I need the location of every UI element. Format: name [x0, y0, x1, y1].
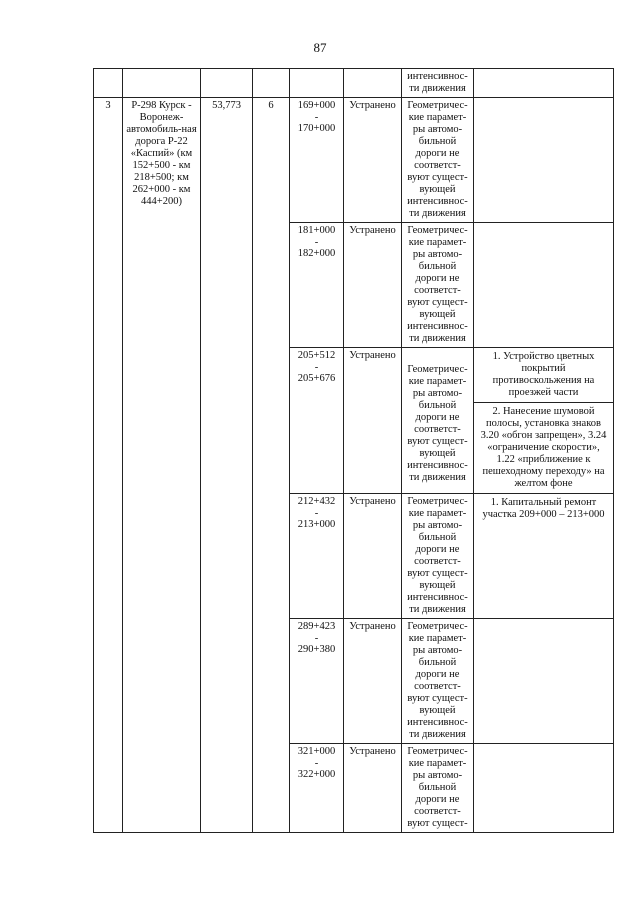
page-number: 87 [313, 40, 327, 55]
status-text: Устранено [349, 496, 396, 507]
status-cell [344, 223, 402, 348]
km-separator: - [314, 112, 319, 123]
geometry-cell [402, 348, 474, 494]
measure-cell-empty [474, 744, 614, 833]
status-cell [344, 348, 402, 494]
geometry-cell [402, 98, 474, 223]
geometry-text: Геометричес-кие парамет-ры автомо-бильной дороги не соответст-вуют сущест-вующей интенсивнос-ти движения [407, 496, 468, 615]
road-length: 53,773 [212, 100, 241, 111]
row-number-cell [94, 98, 123, 833]
row-number: 3 [105, 100, 111, 111]
geometry-text: Геометричес-кие парамет-ры автомо-бильной дороги не соответст-вуют сущест-вующей интенсивнос-ти движения [407, 100, 468, 219]
measure-text: 1. Капитальный ремонт участка 209+000 – 213+000 [482, 497, 605, 520]
status-text: Устранено [349, 350, 396, 361]
status-cell [344, 494, 402, 619]
km-to: 182+000 [297, 248, 336, 259]
km-range-cell [290, 98, 344, 223]
km-from: 212+432 [297, 496, 336, 507]
km-separator: - [314, 237, 319, 248]
status-cell [344, 619, 402, 744]
km-range-cell [290, 348, 344, 494]
km-to: 205+676 [297, 373, 336, 384]
status-text: Устранено [349, 746, 396, 757]
status-text: Устранено [349, 225, 396, 236]
measure-text: 2. Нанесение шумовой полосы, установка знаков 3.20 «обгон запрещен», 3.24 «ограничение скорости», 1.22 «приближение к пешеходному переходу» на желтом фоне [480, 406, 607, 489]
measure-text: 1. Устройство цветных покрытий противоскольжения на проезжей части [492, 351, 595, 398]
km-separator: - [314, 633, 319, 644]
road-name-cell [123, 98, 201, 833]
km-range-cell [290, 223, 344, 348]
geometry-text: Геометричес-кие парамет-ры автомо-бильной дороги не соответст-вуют сущест-вующей интенсивнос-ти движения [407, 225, 468, 344]
table-row [94, 98, 614, 223]
road-name: Р-298 Курск - Воронеж-автомобиль-ная дорога Р-22 «Каспий» (км 152+500 - км 218+500; км 262+000 - км 444+200) [126, 100, 197, 207]
measure-cell-empty [474, 619, 614, 744]
section-count-cell [253, 98, 290, 833]
km-from: 205+512 [297, 350, 336, 361]
measure-cell-empty [474, 223, 614, 348]
status-text: Устранено [349, 621, 396, 632]
geometry-cell [402, 744, 474, 833]
section-count: 6 [268, 100, 274, 111]
continuation-geometry-cell [402, 69, 474, 98]
km-from: 169+000 [297, 100, 336, 111]
km-to: 170+000 [297, 123, 336, 134]
geometry-text: Геометричес-кие парамет-ры автомо-бильной дороги не соответст-вуют сущест-вующей интенсивнос-ти движения [407, 621, 468, 740]
status-cell [344, 744, 402, 833]
status-text: Устранено [349, 100, 396, 111]
km-separator: - [314, 508, 319, 519]
km-to: 290+380 [297, 644, 336, 655]
km-to: 213+000 [297, 519, 336, 530]
km-from: 321+000 [297, 746, 336, 757]
km-separator: - [314, 362, 319, 373]
geometry-cell [402, 494, 474, 619]
measure-cell [474, 348, 614, 403]
geometry-text: Геометричес-кие парамет-ры автомо-бильной дороги не соответст-вуют сущест- [407, 746, 468, 829]
road-defects-table [93, 68, 614, 833]
geometry-text: Геометричес-кие парамет-ры автомо-бильной дороги не соответст-вуют сущест-вующей интенсивнос-ти движения [407, 364, 468, 483]
km-from: 289+423 [297, 621, 336, 632]
measure-cell [474, 403, 614, 494]
continuation-geometry-text: интенсивнос- ти движения [407, 71, 468, 94]
km-from: 181+000 [297, 225, 336, 236]
km-separator: - [314, 758, 319, 769]
km-range-cell [290, 619, 344, 744]
km-range-cell [290, 494, 344, 619]
road-length-cell [201, 98, 253, 833]
measure-cell [474, 494, 614, 619]
measure-cell-empty [474, 98, 614, 223]
km-to: 322+000 [297, 769, 336, 780]
geometry-cell [402, 619, 474, 744]
status-cell [344, 98, 402, 223]
km-range-cell [290, 744, 344, 833]
continuation-row [94, 69, 614, 98]
geometry-cell [402, 223, 474, 348]
